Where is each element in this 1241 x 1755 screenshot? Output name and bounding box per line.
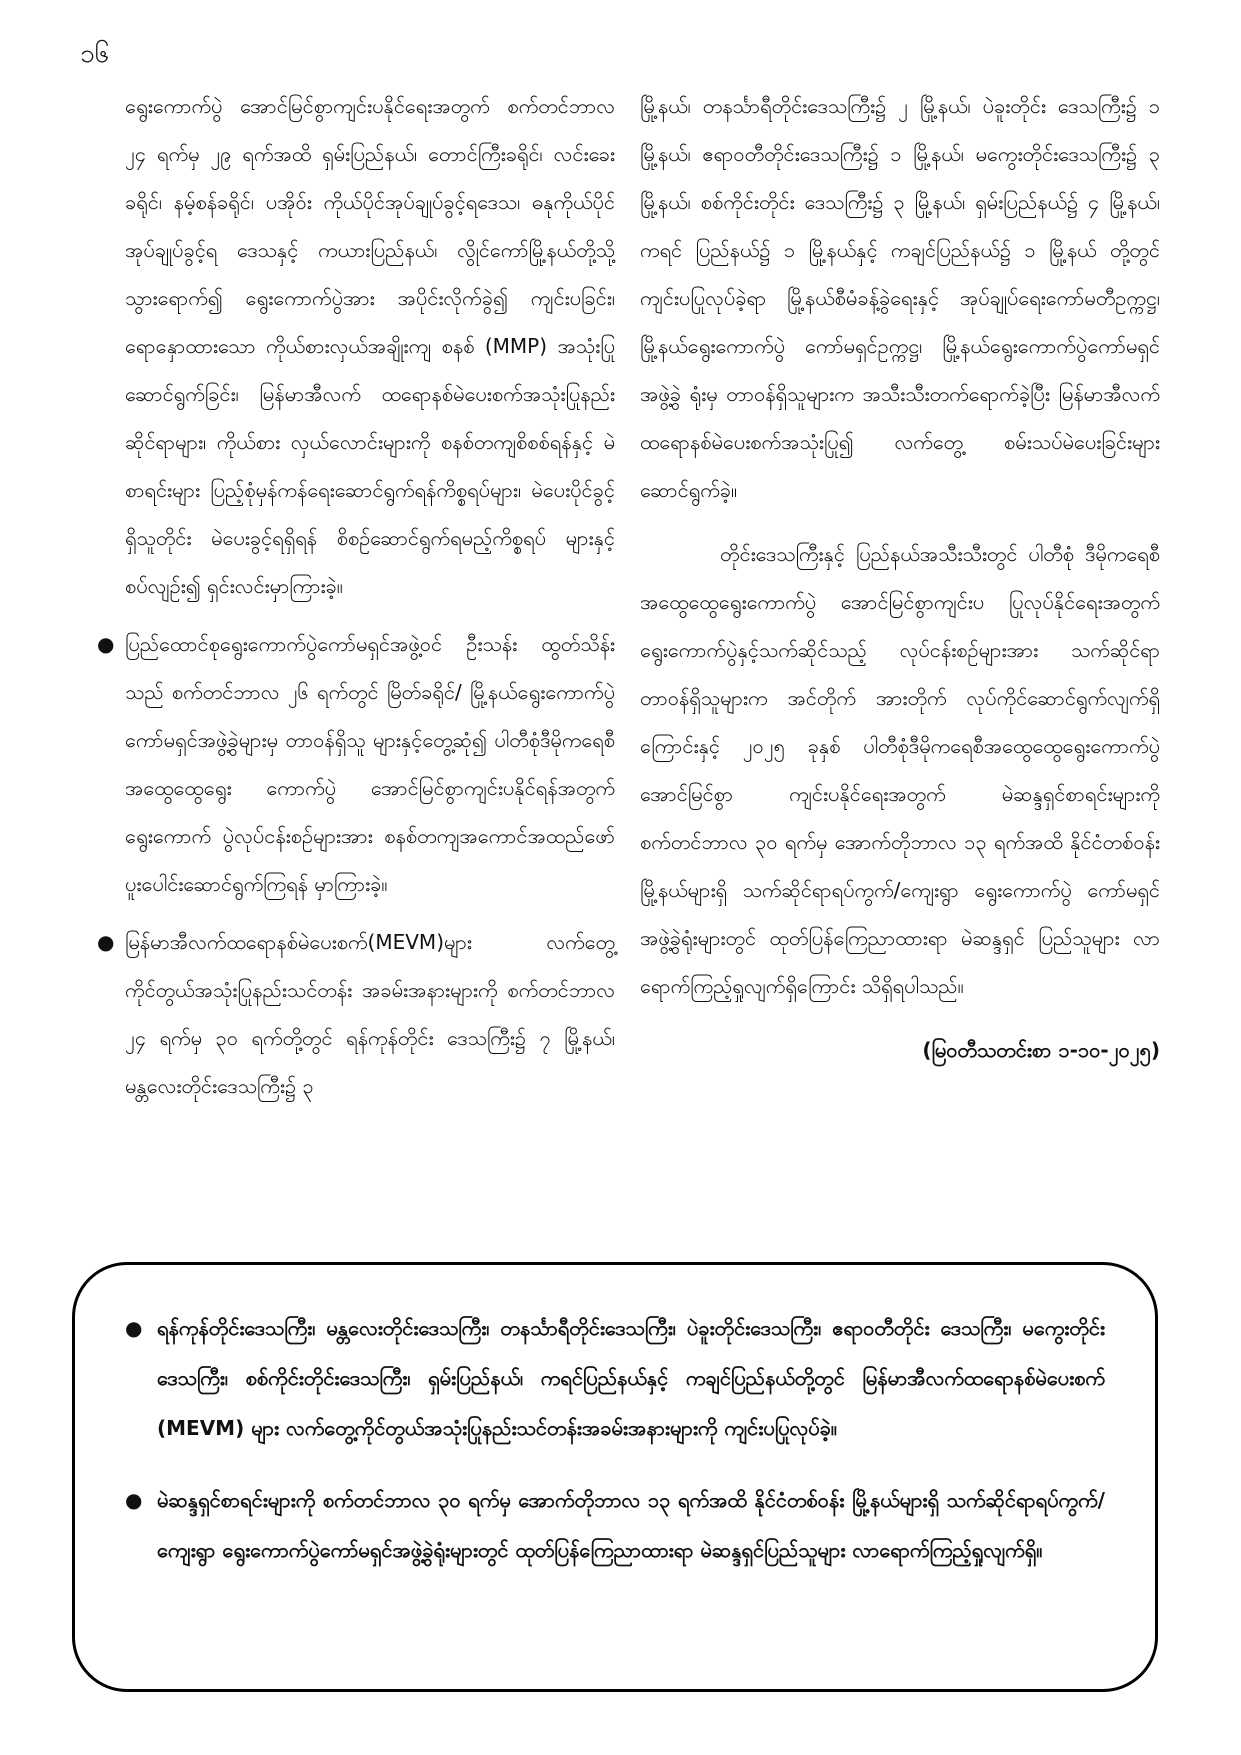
left-column <box>85 82 615 1110</box>
list-item <box>85 620 615 908</box>
bullet-icon: ● <box>97 930 115 954</box>
bullet-icon: ● <box>125 1488 143 1512</box>
summary-box <box>72 1262 1158 1692</box>
intro-paragraph: ရွေးကောက်ပွဲ အောင်မြင်စွာကျင်းပနိုင်ရေးအတွက် စက်တင်ဘာလ ၂၄ ရက်မှ ၂၉ ရက်အထိ ရှမ်းပြည်နယ်၊ တောင်ကြီးခရိုင်၊ လင်းခေးခရိုင်၊ နမ့်စန်ခရိုင်၊ ပအိုဝ်း ကိုယ်ပိုင်အုပ်ချုပ်ခွင့်ရဒေသ၊ ဓနုကိုယ်ပိုင်အုပ်ချုပ်ခွင့်ရ ဒေသနှင့် ကယားပြည်နယ်၊ လွိုင်ကော်မြို့နယ်တို့သို့ သွားရောက်၍ ရွေးကောက်ပွဲအား အပိုင်းလိုက်ခွဲ၍ ကျင်းပခြင်း၊ ရောနှောထားသော ကိုယ်စားလှယ်အချိုးကျ စနစ် (MMP) အသုံးပြုဆောင်ရွက်ခြင်း၊ မြန်မာအီလက် ထရောနစ်မဲပေးစက်အသုံးပြုနည်းဆိုင်ရာများ၊ ကိုယ်စား လှယ်လောင်းများကို စနစ်တကျစိစစ်ရန်နှင့် မဲစာရင်းများ ပြည့်စုံမှန်ကန်ရေးဆောင်ရွက်ရန်ကိစ္စရပ်များ၊ မဲပေးပိုင်ခွင့် ရှိသူတိုင်း မဲပေးခွင့်ရရှိရန် စိစဉ်ဆောင်ရွက်ရမည့်ကိစ္စရပ် များနှင့်စပ်လျဉ်း၍ ရှင်းလင်းမှာကြားခဲ့။ <box>125 94 615 598</box>
body-paragraph: တိုင်းဒေသကြီးနှင့် ပြည်နယ်အသီးသီးတွင် ပါတီစုံ ဒီမိုကရေစီအထွေထွေရွေးကောက်ပွဲ အောင်မြင်စွာကျင်းပ ပြုလုပ်နိုင်ရေးအတွက် ရွေးကောက်ပွဲနှင့်သက်ဆိုင်သည့် လုပ်ငန်းစဉ်များအား သက်ဆိုင်ရာတာဝန်ရှိသူများက အင်တိုက် အားတိုက် လုပ်ကိုင်ဆောင်ရွက်လျက်ရှိကြောင်းနှင့် ၂၀၂၅ ခုနှစ် ပါတီစုံဒီမိုကရေစီအထွေထွေရွေးကောက်ပွဲ အောင်မြင်စွာ ကျင်းပနိုင်ရေးအတွက် မဲဆန္ဒရှင်စာရင်းများကို စက်တင်ဘာလ ၃၀ ရက်မှ အောက်တိုဘာလ ၁၃ ရက်အထိ နိုင်ငံတစ်ဝန်း မြို့နယ်များရှိ သက်ဆိုင်ရာရပ်ကွက်/ကျေးရွာ ရွေးကောက်ပွဲ ကော်မရှင်အဖွဲ့ခွဲရုံးများတွင် ထုတ်ပြန်ကြေညာထားရာ မဲဆန္ဒရှင် ပြည်သူများ လာရောက်ကြည့်ရှုလျက်ရှိကြောင်း သိရှိရပါသည်။ <box>640 542 1160 998</box>
bullet-icon: ● <box>97 632 115 656</box>
page-number: ၁၆ <box>80 39 110 69</box>
bullet-icon: ● <box>125 1316 143 1340</box>
right-column <box>640 82 1160 1074</box>
bullet-text: ပြည်ထောင်စုရွေးကောက်ပွဲကော်မရှင်အဖွဲ့ဝင် ဦးသန်း ထွတ်သိန်းသည် စက်တင်ဘာလ ၂၆ ရက်တွင် မြိတ်ခရိုင်/ မြို့နယ်ရွေးကောက်ပွဲကော်မရှင်အဖွဲ့ခွဲများမှ တာဝန်ရှိသူ များနှင့်တွေ့ဆုံ၍ ပါတီစုံဒီမိုကရေစီအထွေထွေရွေး ကောက်ပွဲ အောင်မြင်စွာကျင်းပနိုင်ရန်အတွက် ရွေးကောက် ပွဲလုပ်ငန်းစဉ်များအား စနစ်တကျအကောင်အထည်ဖော် ပူးပေါင်းဆောင်ရွက်ကြရန် မှာကြားခဲ့။ <box>125 632 615 896</box>
continuation-paragraph: မြို့နယ်၊ တနင်္သာရီတိုင်းဒေသကြီး၌ ၂ မြို့နယ်၊ ပဲခူးတိုင်း ဒေသကြီး၌ ၁ မြို့နယ်၊ ဧရာဝတီတိုင်းဒေသကြီး၌ ၁ မြို့နယ်၊ မကွေးတိုင်းဒေသကြီး၌ ၃ မြို့နယ်၊ စစ်ကိုင်းတိုင်း ဒေသကြီး၌ ၃ မြို့နယ်၊ ရှမ်းပြည်နယ်၌ ၄ မြို့နယ်၊ ကရင် ပြည်နယ်၌ ၁ မြို့နယ်နှင့် ကချင်ပြည်နယ်၌ ၁ မြို့နယ် တို့တွင် ကျင်းပပြုလုပ်ခဲ့ရာ မြို့နယ်စီမံခန့်ခွဲရေးနှင့် အုပ်ချုပ်ရေးကော်မတီဥက္ကဋ္ဌ၊ မြို့နယ်ရွေးကောက်ပွဲ ကော်မရှင်ဥက္ကဋ္ဌ၊ မြို့နယ်ရွေးကောက်ပွဲကော်မရှင်အဖွဲ့ခွဲ ရုံးမှ တာဝန်ရှိသူများက အသီးသီးတက်ရောက်ခဲ့ပြီး မြန်မာအီလက်ထရောနစ်မဲပေးစက်အသုံးပြု၍ လက်တွေ့ စမ်းသပ်မဲပေးခြင်းများ ဆောင်ရွက်ခဲ့။ <box>640 94 1160 502</box>
source-citation: (မြဝတီသတင်းစာ ၁-၁၀-၂၀၂၅) <box>922 1038 1160 1062</box>
summary-item <box>125 1475 1105 1575</box>
summary-item <box>125 1303 1105 1453</box>
bullet-text: မြန်မာအီလက်ထရောနစ်မဲပေးစက်(MEVM)များ လက်တွေ့ ကိုင်တွယ်အသုံးပြုနည်းသင်တန်း အခမ်းအနားများကို စက်တင်ဘာလ ၂၄ ရက်မှ ၃၀ ရက်တို့တွင် ရန်ကုန်တိုင်း ဒေသကြီး၌ ၇ မြို့နယ်၊ မန္တလေးတိုင်းဒေသကြီး၌ ၃ <box>125 930 615 1098</box>
summary-text: မဲဆန္ဒရှင်စာရင်းများကို စက်တင်ဘာလ ၃၀ ရက်မှ အောက်တိုဘာလ ၁၃ ရက်အထိ နိုင်ငံတစ်ဝန်း မြို့နယ်များရှိ သက်ဆိုင်ရာရပ်ကွက်/ကျေးရွာ ရွေးကောက်ပွဲကော်မရှင်အဖွဲ့ခွဲရုံးများတွင် ထုတ်ပြန်ကြေညာထားရာ မဲဆန္ဒရှင်ပြည်သူများ လာရောက်ကြည့်ရှုလျက်ရှိ။ <box>157 1488 1105 1562</box>
list-item <box>85 918 615 1110</box>
summary-text: ရန်ကုန်တိုင်းဒေသကြီး၊ မန္တလေးတိုင်းဒေသကြီး၊ တနင်္သာရီတိုင်းဒေသကြီး၊ ပဲခူးတိုင်းဒေသကြီး၊ ဧရာဝတီတိုင်း ဒေသကြီး၊ မကွေးတိုင်းဒေသကြီး၊ စစ်ကိုင်းတိုင်းဒေသကြီး၊ ရှမ်းပြည်နယ်၊ ကရင်ပြည်နယ်နှင့် ကချင်ပြည်နယ်တို့တွင် မြန်မာအီလက်ထရောနစ်မဲပေးစက် (MEVM) များ လက်တွေ့ကိုင်တွယ်အသုံးပြုနည်းသင်တန်းအခမ်းအနားများကို ကျင်းပပြုလုပ်ခဲ့။ <box>157 1316 1105 1440</box>
